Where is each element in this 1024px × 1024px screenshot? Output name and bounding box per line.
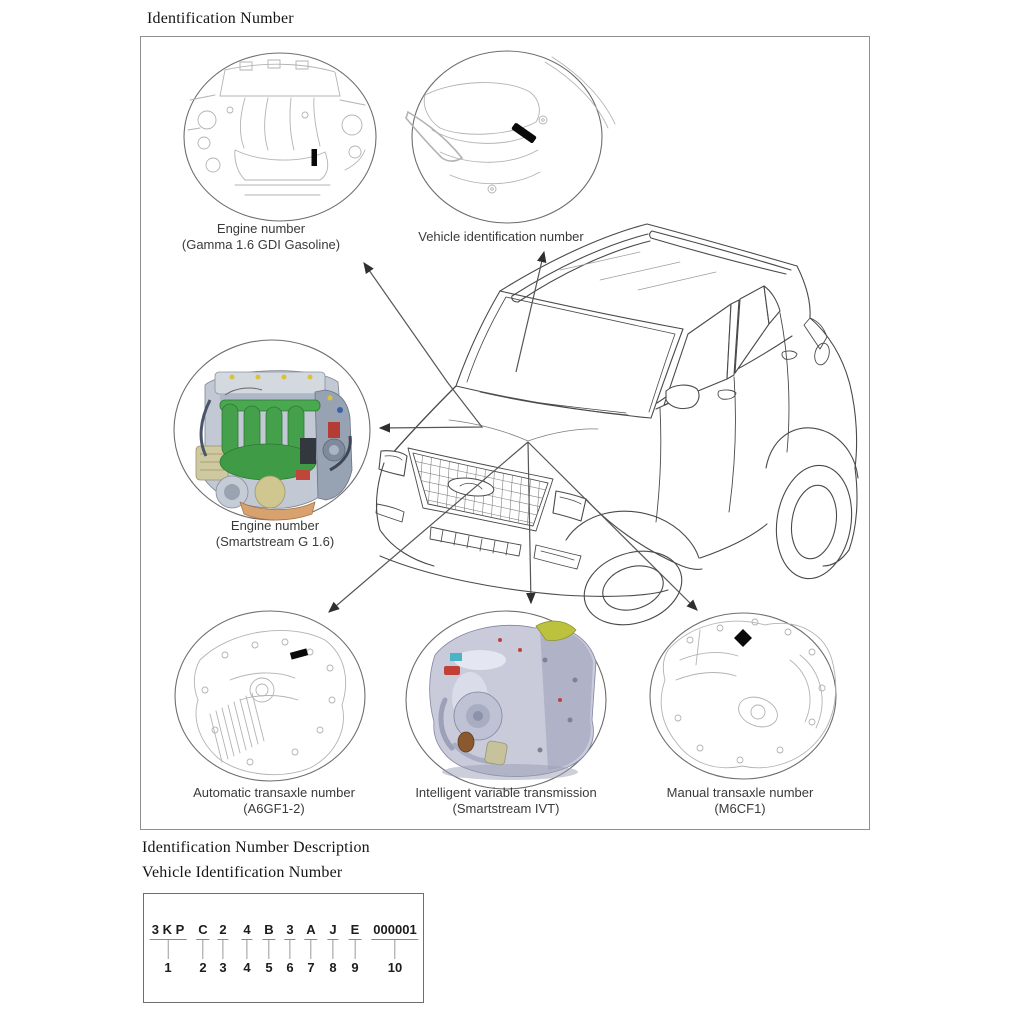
vin-position-10: 10 xyxy=(387,960,403,975)
label-engine-smartstream-line2: (Smartstream G 1.6) xyxy=(215,534,335,549)
vin-position-3: 3 xyxy=(219,960,227,975)
vin-position-8: 8 xyxy=(329,960,337,975)
vin-column-9 xyxy=(349,921,362,975)
arrow-to-vin-label xyxy=(516,252,544,372)
vin-column-2 xyxy=(196,921,209,975)
vin-code-1: 3 K P xyxy=(150,922,187,940)
vin-code-6: 3 xyxy=(284,922,295,940)
vin-tick-1 xyxy=(167,940,168,959)
vin-position-1: 1 xyxy=(164,960,172,975)
vin-column-7 xyxy=(304,921,317,975)
label-ivt xyxy=(415,785,596,817)
label-automatic-transaxle xyxy=(193,785,355,817)
vin-tick-2 xyxy=(202,940,203,959)
vin-column-3 xyxy=(217,921,228,975)
vin-tick-6 xyxy=(289,940,290,959)
label-manual-transaxle-line1: Manual transaxle number xyxy=(666,785,814,800)
vin-column-4 xyxy=(241,921,252,975)
vin-code-4: 4 xyxy=(241,922,252,940)
ivt-image xyxy=(430,621,596,780)
vin-tick-10 xyxy=(394,940,395,959)
vin-position-6: 6 xyxy=(286,960,294,975)
label-engine-gamma xyxy=(182,221,340,253)
vin-column-10 xyxy=(371,921,418,975)
smartstream-engine-image xyxy=(196,371,352,520)
label-engine-smartstream xyxy=(216,518,334,550)
vin-code-2: C xyxy=(196,922,209,940)
label-engine-gamma-line2: (Gamma 1.6 GDI Gasoline) xyxy=(181,237,341,252)
page-title: Identification Number xyxy=(147,10,294,27)
vin-position-5: 5 xyxy=(265,960,273,975)
vin-code-10: 000001 xyxy=(371,922,418,940)
vin-code-8: J xyxy=(327,922,338,940)
label-vin-location-line1: Vehicle identification number xyxy=(418,229,584,244)
section-title-vin: Vehicle Identification Number xyxy=(142,864,343,881)
vin-column-1 xyxy=(150,921,187,975)
car-illustration xyxy=(376,224,859,637)
vin-code-7: A xyxy=(304,922,317,940)
arrow-to-gamma-label xyxy=(364,263,448,383)
circle-engine-gamma xyxy=(184,53,376,221)
vin-column-5 xyxy=(262,921,275,975)
vin-tick-4 xyxy=(246,940,247,959)
vin-breakdown-box xyxy=(143,893,424,1003)
label-automatic-transaxle-line1: Automatic transaxle number xyxy=(193,785,355,800)
section-title-description: Identification Number Description xyxy=(142,839,370,856)
label-manual-transaxle-line2: (M6CF1) xyxy=(714,801,766,816)
circle-vin-location xyxy=(412,51,602,223)
vin-column-6 xyxy=(284,921,295,975)
label-engine-smartstream-line1: Engine number xyxy=(230,518,320,533)
vin-position-2: 2 xyxy=(199,960,207,975)
vin-tick-3 xyxy=(222,940,223,959)
label-manual-transaxle xyxy=(667,785,814,817)
vin-tick-7 xyxy=(310,940,311,959)
engine-number-marker-gamma xyxy=(312,149,318,166)
label-ivt-line1: Intelligent variable transmission xyxy=(415,785,597,800)
circle-automatic-transaxle xyxy=(175,611,365,781)
vin-column-8 xyxy=(327,921,338,975)
label-vin-location xyxy=(418,229,584,245)
vin-code-3: 2 xyxy=(217,922,228,940)
label-ivt-line2: (Smartstream IVT) xyxy=(452,801,560,816)
label-automatic-transaxle-line2: (A6GF1-2) xyxy=(243,801,305,816)
vin-tick-9 xyxy=(354,940,355,959)
arrow-to-smartstream-circle xyxy=(380,383,482,428)
vin-code-5: B xyxy=(262,922,275,940)
vin-position-9: 9 xyxy=(351,960,359,975)
vin-tick-5 xyxy=(268,940,269,959)
vin-position-7: 7 xyxy=(307,960,315,975)
label-engine-gamma-line1: Engine number xyxy=(216,221,306,236)
vin-code-9: E xyxy=(349,922,362,940)
vin-position-4: 4 xyxy=(243,960,251,975)
vin-tick-8 xyxy=(332,940,333,959)
